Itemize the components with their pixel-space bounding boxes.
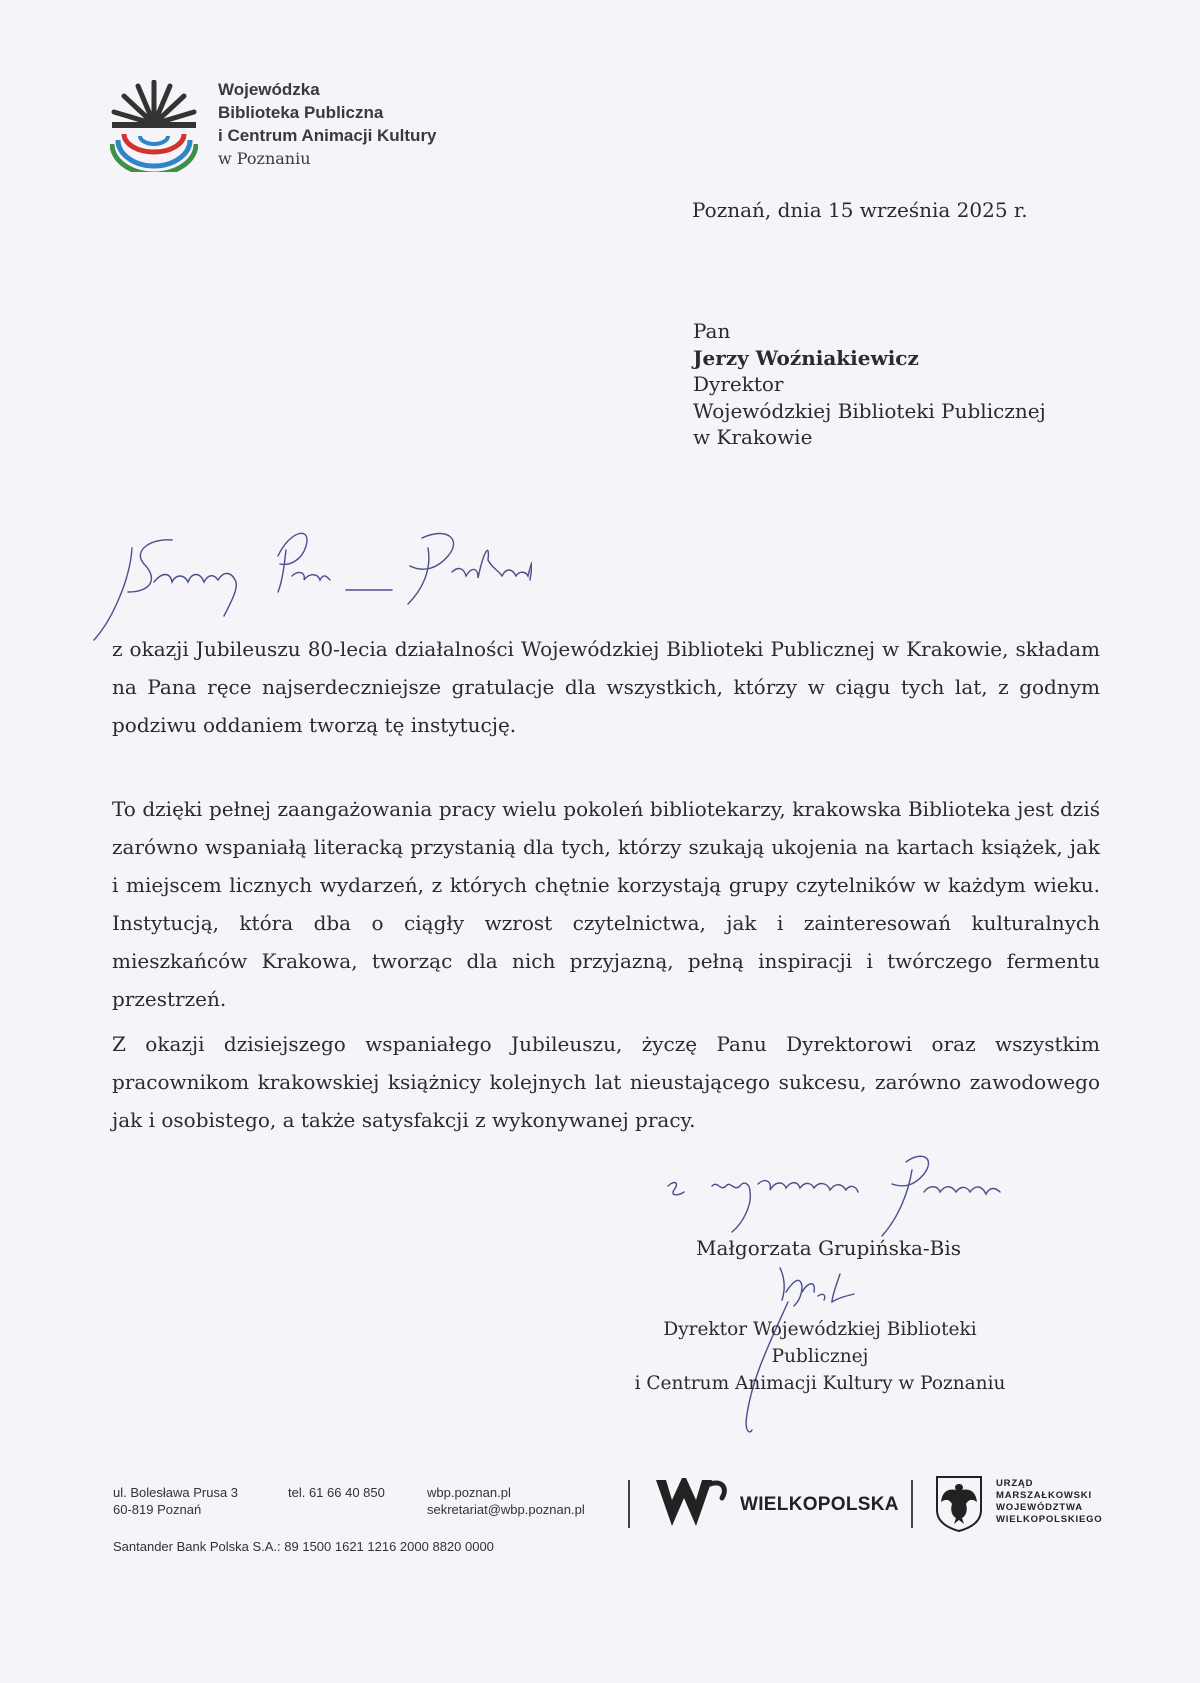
wielkopolska-logo-text: WIELKOPOLSKA	[740, 1494, 899, 1515]
footer-postcode: 60-819 Poznań	[113, 1502, 202, 1517]
paragraph-3: Z okazji dzisiejszego wspaniałego Jubileuszu, życzę Panu Dyrektorowi oraz wszystkim pracownikom krakowskiej książnicy kolejnych lat nieustającego sukcesu, zarówno zawodowego jak i osobistego, a także satysfakcji z wykonywanej pracy.	[112, 1032, 1100, 1132]
recipient-name: Jerzy Woźniakiewicz	[693, 345, 919, 370]
recipient-institution: Wojewódzkiej Biblioteki Publicznej	[693, 398, 1046, 423]
footer-divider-2	[911, 1480, 913, 1528]
signer-title	[620, 1316, 1020, 1397]
footer-bank: Santander Bank Polska S.A.: 89 1500 1621 1216 2000 8820 0000	[113, 1539, 494, 1554]
library-name	[218, 78, 437, 170]
recipient-prefix: Pan	[693, 319, 731, 343]
office-line-3: WOJEWÓDZTWA	[996, 1502, 1083, 1513]
footer-divider-1	[628, 1480, 630, 1528]
footer-street: ul. Bolesława Prusa 3	[113, 1485, 239, 1500]
recipient-position: Dyrektor	[693, 372, 784, 396]
wielkopolska-logo-icon	[652, 1474, 732, 1534]
recipient-block	[693, 318, 1046, 451]
footer-website: wbp.poznan.pl	[427, 1485, 511, 1500]
org-line-1: Wojewódzka	[218, 80, 320, 99]
signer-title-line-2: i Centrum Animacji Kultury w Poznaniu	[634, 1373, 1006, 1394]
office-line-1: URZĄD	[996, 1478, 1034, 1489]
org-line-3: i Centrum Animacji Kultury	[218, 126, 437, 145]
paragraph-1: z okazji Jubileuszu 80-lecia działalności Wojewódzkiej Biblioteki Publicznej w Krakowie, składam na Pana ręce najserdeczniejsze gratulacje dla wszystkich, którzy w ciągu tych lat, z godnym podziwu oddaniem tworzą tę instytucję.	[112, 637, 1100, 737]
recipient-city: w Krakowie	[693, 425, 813, 449]
org-line-2: Biblioteka Publiczna	[218, 103, 384, 122]
signer-title-line-1: Dyrektor Wojewódzkiej Biblioteki Publicznej	[663, 1319, 977, 1367]
marshal-office-name	[996, 1478, 1102, 1526]
office-line-2: MARSZAŁKOWSKI	[996, 1490, 1092, 1501]
footer-email: sekretariat@wbp.poznan.pl	[427, 1502, 585, 1517]
footer-address	[113, 1484, 238, 1518]
letter-date: Poznań, dnia 15 września 2025 r.	[692, 198, 1028, 222]
footer-web	[427, 1484, 585, 1518]
handwritten-closing	[660, 1140, 1020, 1250]
eagle-emblem-icon	[934, 1474, 984, 1532]
paragraph-2: To dzięki pełnej zaangażowania pracy wielu pokoleń bibliotekarzy, krakowska Biblioteka jest dziś zarówno wspaniałą literacką przystanią dla tych, którzy szukają ukojenia na kartach książek, jak i miejscem licznych wydarzeń, z których chętnie korzystają grupy czytelników w każdym wieku. Instytucją, która dba o ciągły wzrost czytelnictwa, jak i zainteresowań kulturalnych mieszkańców Krakowa, tworząc dla nich przyjazną, pełną inspiracji i twórczego fermentu przestrzeń.	[112, 797, 1100, 1011]
library-logo-icon	[110, 80, 198, 172]
org-city: w Poznaniu	[218, 149, 311, 168]
signer-name: Małgorzata Grupińska-Bis	[696, 1236, 961, 1260]
footer-phone: tel. 61 66 40 850	[288, 1485, 385, 1500]
office-line-4: WIELKOPOLSKIEGO	[996, 1514, 1103, 1525]
